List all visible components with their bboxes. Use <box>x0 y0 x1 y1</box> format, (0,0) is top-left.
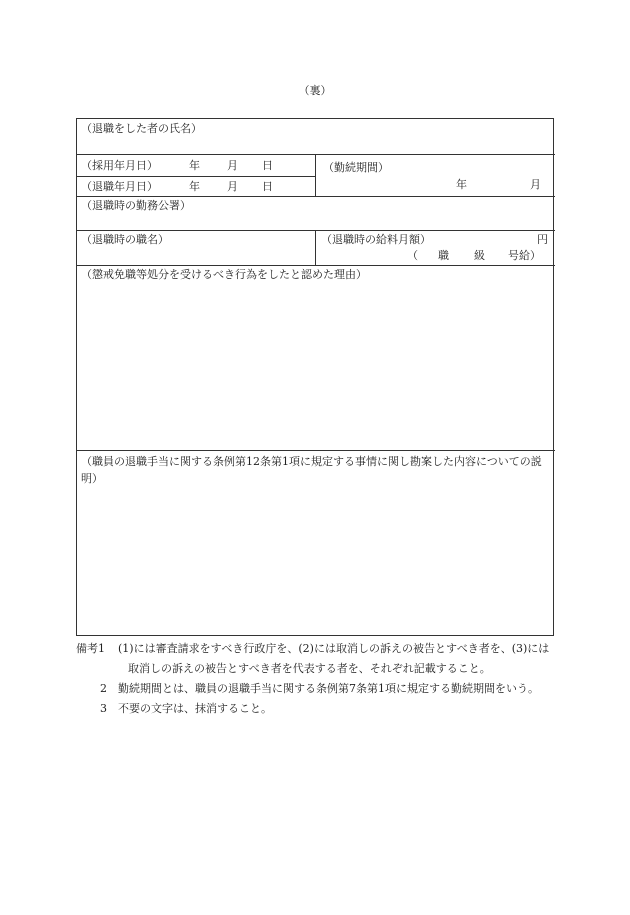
service-month-char: 月 <box>530 178 541 191</box>
divider-dates <box>77 176 315 177</box>
note-item <box>76 639 556 679</box>
salary-label: （退職時の給料月額） <box>321 233 431 246</box>
retire-date-label: （退職年月日） <box>81 180 158 193</box>
hire-date-label: （採用年月日） <box>81 159 158 172</box>
note-text-3: 不要の文字は、抹消すること。 <box>118 702 272 715</box>
note-item <box>76 679 556 699</box>
salary-kyu-char: 級 <box>474 249 485 262</box>
remarks-section <box>76 639 556 719</box>
salary-open-paren: （ <box>407 249 418 262</box>
retire-month-char: 月 <box>227 180 238 193</box>
note-number-2: 2 <box>100 682 107 695</box>
divider-position <box>77 230 555 231</box>
service-year-char: 年 <box>456 178 467 191</box>
salary-shoku-char: 職 <box>438 249 449 262</box>
service-period-label: （勤続期間） <box>323 161 389 174</box>
divider-position-vertical <box>315 230 316 265</box>
divider-explanation <box>77 450 555 451</box>
explanation-label: （職員の退職手当に関する条例第12条第1項に規定する事情に関し勘案した内容についての説明） <box>81 455 542 485</box>
note-text-1: (1)には審査請求をすべき行政庁を、(2)には取消しの訴えの被告とすべき者を、(3)には取消しの訴えの被告とすべき者を代表する者を、それぞれ記載すること。 <box>118 642 550 675</box>
divider-name <box>77 154 555 155</box>
disciplinary-form-table <box>76 118 554 636</box>
position-label: （退職時の職名） <box>81 233 169 246</box>
salary-gokyu-text: 号給） <box>508 249 541 262</box>
note-heading: 備考1 <box>76 642 105 655</box>
salary-yen-char: 円 <box>537 233 548 246</box>
hire-day-char: 日 <box>262 159 273 172</box>
reason-label: （懲戒免職等処分を受けるべき行為をしたと認めた理由） <box>81 268 367 281</box>
hire-month-char: 月 <box>227 159 238 172</box>
note-text-2: 勤続期間とは、職員の退職手当に関する条例第7条第1項に規定する勤続期間をいう。 <box>118 682 539 695</box>
page-title: （裏） <box>298 84 332 97</box>
name-label: （退職をした者の氏名） <box>81 122 202 135</box>
office-label: （退職時の勤務公署） <box>81 199 191 212</box>
note-item <box>76 699 556 719</box>
divider-dates-vertical <box>315 154 316 196</box>
retire-day-char: 日 <box>262 180 273 193</box>
note-number-3: 3 <box>100 702 107 715</box>
divider-reason <box>77 265 555 266</box>
retire-year-char: 年 <box>189 180 200 193</box>
divider-office <box>77 196 555 197</box>
hire-year-char: 年 <box>189 159 200 172</box>
